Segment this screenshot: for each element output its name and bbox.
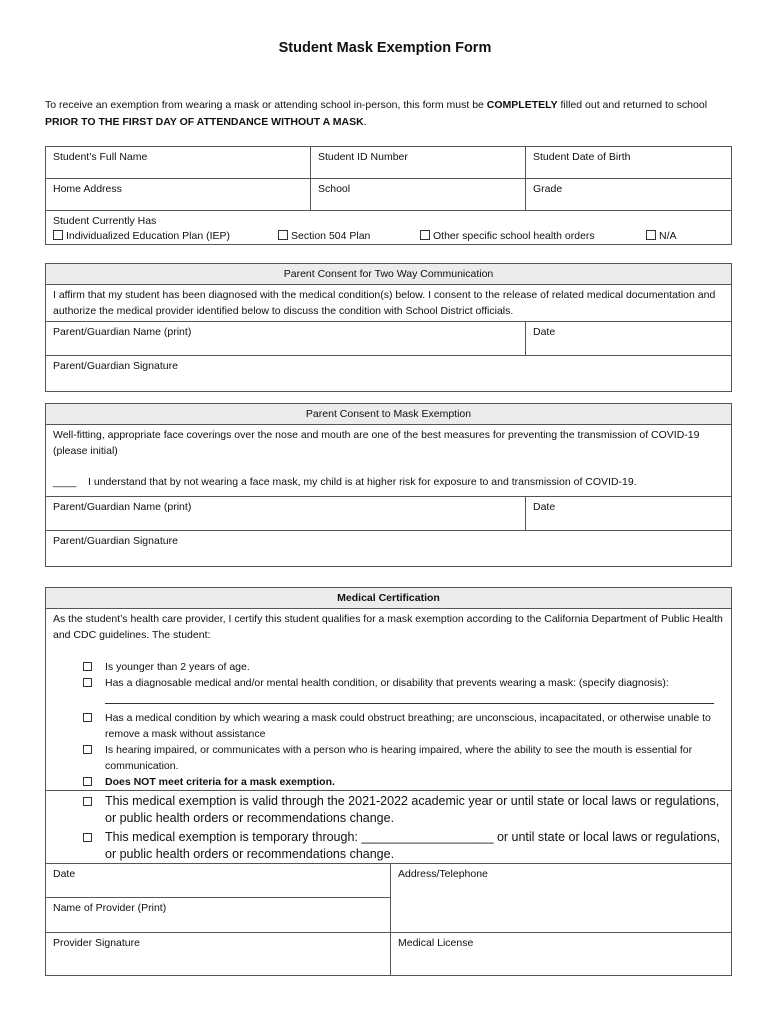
valid-through-text: This medical exemption is valid through the 2021-2022 academic year or until state or local laws or regulations, or public health orders or recommendations change.: [105, 794, 720, 825]
student-id-field[interactable]: [311, 147, 526, 179]
checkbox-icon[interactable]: [83, 797, 92, 806]
school-label: School: [318, 183, 351, 195]
exemption-duration: [46, 791, 732, 864]
student-dob-field[interactable]: [526, 147, 732, 179]
provider-address-field[interactable]: [391, 864, 732, 933]
checkbox-icon[interactable]: [646, 230, 656, 240]
currently-has-label: Student Currently Has: [53, 215, 157, 227]
exempt-date-label: Date: [533, 501, 556, 513]
exemption-initial-line: [53, 474, 724, 490]
valid-through-item: [53, 793, 724, 827]
option-iep[interactable]: [53, 228, 230, 244]
exempt-parent-name-field[interactable]: [46, 497, 526, 531]
home-address-label: Home Address: [53, 183, 122, 195]
provider-signature-label: Provider Signature: [53, 937, 140, 949]
criteria-text: Has a diagnosable medical and/or mental health condition, or disability that prevents wearing a mask: (specify diagnosis):: [105, 677, 669, 689]
option-na-label: N/A: [659, 230, 677, 242]
checkbox-icon[interactable]: [83, 678, 92, 687]
currently-has-row: [46, 211, 732, 245]
checkbox-icon[interactable]: [278, 230, 288, 240]
communication-header: Parent Consent for Two Way Communication: [46, 264, 732, 285]
comm-date-label: Date: [533, 326, 556, 338]
checkbox-icon[interactable]: [420, 230, 430, 240]
option-na[interactable]: [646, 228, 677, 244]
medical-header: Medical Certification: [46, 588, 732, 609]
grade-field[interactable]: [526, 179, 732, 211]
medical-body: [46, 609, 732, 791]
intro-paragraph: [45, 97, 735, 131]
criteria-text: Is younger than 2 years of age.: [105, 661, 250, 673]
checkbox-icon[interactable]: [53, 230, 63, 240]
exemption-text-cell: [46, 425, 732, 497]
criteria-text: Is hearing impaired, or communicates with a person who is hearing impaired, where the ability to see the mouth is essential for communication.: [105, 744, 693, 772]
exempt-date-field[interactable]: [526, 497, 732, 531]
criteria-text: Does NOT meet criteria for a mask exemption.: [105, 776, 335, 788]
checkbox-icon[interactable]: [83, 833, 92, 842]
intro-text-2: filled out and returned to school: [557, 99, 708, 111]
option-other-label: Other specific school health orders: [433, 230, 595, 242]
criteria-item: [53, 742, 724, 774]
temporary-text-1: This medical exemption is temporary through:: [105, 830, 362, 844]
comm-signature-field[interactable]: [46, 356, 732, 392]
medical-date-field[interactable]: [46, 864, 391, 898]
grade-label: Grade: [533, 183, 563, 195]
temporary-item: [53, 829, 724, 863]
school-field[interactable]: [311, 179, 526, 211]
option-504[interactable]: [278, 228, 370, 244]
comm-parent-name-field[interactable]: [46, 322, 526, 356]
checkbox-icon[interactable]: [83, 777, 92, 786]
exempt-signature-field[interactable]: [46, 531, 732, 567]
temporary-date-blank[interactable]: ___________________: [361, 830, 494, 844]
diagnosis-blank[interactable]: [105, 691, 714, 704]
criteria-item: [53, 774, 724, 790]
checkbox-icon[interactable]: [83, 713, 92, 722]
medical-date-label: Date: [53, 868, 76, 880]
student-name-field[interactable]: [46, 147, 311, 179]
comm-signature-label: Parent/Guardian Signature: [53, 360, 178, 372]
medical-certification-table: [45, 587, 732, 976]
comm-date-field[interactable]: [526, 322, 732, 356]
checkbox-icon[interactable]: [83, 745, 92, 754]
exemption-header: Parent Consent to Mask Exemption: [46, 404, 732, 425]
provider-name-label: Name of Provider (Print): [53, 902, 167, 914]
student-dob-label: Student Date of Birth: [533, 151, 631, 163]
exemption-text: Well-fitting, appropriate face coverings over the nose and mouth are one of the best measures for preventing the transmission of COVID-19 (please initial): [53, 429, 700, 457]
option-iep-label: Individualized Education Plan (IEP): [66, 230, 231, 242]
checkbox-icon[interactable]: [83, 662, 92, 671]
criteria-list: [53, 659, 724, 790]
exempt-signature-label: Parent/Guardian Signature: [53, 535, 178, 547]
intro-text-3: .: [363, 116, 367, 128]
exemption-consent-table: [45, 403, 732, 567]
medical-intro: As the student’s health care provider, I certify this student qualifies for a mask exemption according to the California Department of Public Health and CDC guidelines. The student:: [53, 613, 723, 641]
home-address-field[interactable]: [46, 179, 311, 211]
criteria-item: [53, 675, 724, 704]
provider-address-label: Address/Telephone: [398, 868, 488, 880]
understand-text: I understand that by not wearing a face mask, my child is at higher risk for exposure to and transmission of COVID-19.: [88, 476, 637, 488]
intro-bold-2: PRIOR TO THE FIRST DAY OF ATTENDANCE WITHOUT A MASK: [45, 116, 364, 128]
communication-consent-table: [45, 263, 732, 392]
provider-name-field[interactable]: [46, 898, 391, 933]
provider-signature-field[interactable]: [46, 933, 391, 976]
communication-text: I affirm that my student has been diagnosed with the medical condition(s) below. I consent to the release of related medical documentation and authorize the medical provider identified below to discuss the condition with School District officials.: [46, 285, 732, 322]
option-other-orders[interactable]: [420, 228, 595, 244]
initial-blank[interactable]: ____: [53, 476, 77, 488]
intro-text-1: To receive an exemption from wearing a mask or attending school in-person, this form must be: [45, 99, 487, 111]
form-title: Student Mask Exemption Form: [278, 40, 492, 56]
medical-license-label: Medical License: [398, 937, 474, 949]
temporary-text-2: or until state or local laws or regulations, or public health orders or recommendations change.: [105, 830, 720, 861]
student-name-label: Student’s Full Name: [53, 151, 148, 163]
criteria-item: [53, 659, 724, 675]
option-504-label: Section 504 Plan: [291, 230, 371, 242]
student-id-label: Student ID Number: [318, 151, 408, 163]
student-info-table: [45, 146, 732, 245]
medical-license-field[interactable]: [391, 933, 732, 976]
intro-bold-1: COMPLETELY: [486, 99, 558, 111]
criteria-item: [53, 710, 724, 742]
exempt-parent-name-label: Parent/Guardian Name (print): [53, 501, 192, 513]
criteria-text: Has a medical condition by which wearing a mask could obstruct breathing; are unconscious, incapacitated, or otherwise unable to remove a mask without assistance: [105, 712, 711, 740]
comm-parent-name-label: Parent/Guardian Name (print): [53, 326, 192, 338]
